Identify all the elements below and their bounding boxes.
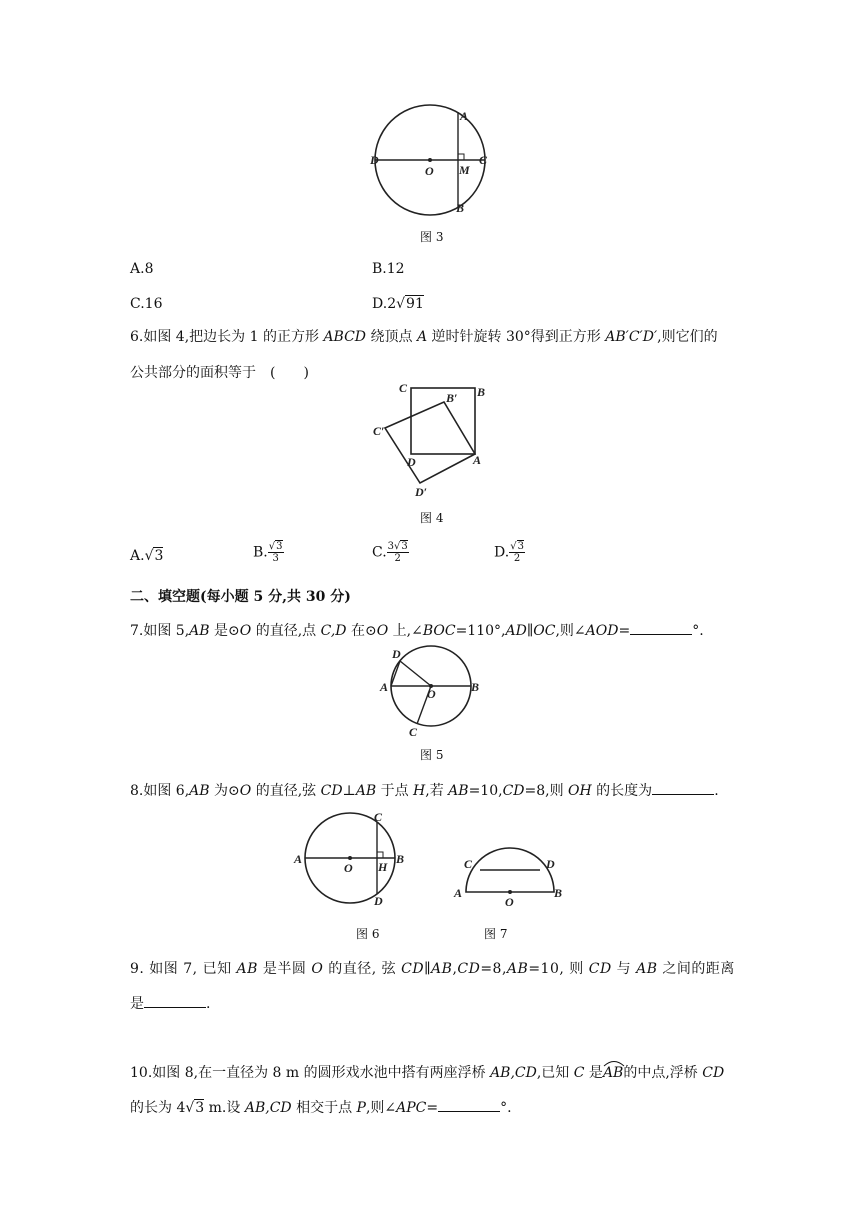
figure-4-rotated-squares <box>365 378 495 502</box>
option-radicand: 91 <box>406 296 424 312</box>
label-c: C <box>374 810 383 824</box>
section-title: 二、填空题(每小题 5 分,共 30 分) <box>130 589 351 605</box>
label-d: D <box>374 894 383 908</box>
q9-stem-line1: 9. 如图 7, 已知 AB 是半圆 O 的直径, 弦 CD∥AB,CD=8,AB=10, 则 CD 与 AB 之间的距离 <box>130 961 735 977</box>
label-c: C <box>464 857 473 871</box>
center-dot <box>508 890 512 894</box>
sqrt-sign: √ <box>185 1100 195 1116</box>
radius-od <box>400 661 431 686</box>
q6-stem-line2: 公共部分的面积等于 ( ) <box>130 365 309 381</box>
option-letter: D. <box>494 544 510 561</box>
label-a: A <box>294 852 303 866</box>
option-letter: A. <box>130 548 145 564</box>
q6-option-a[interactable] <box>130 548 163 564</box>
option-fraction: $\frac{√3}{2}$ <box>510 541 524 564</box>
label-a: A <box>454 886 463 900</box>
label-h: H <box>378 860 388 874</box>
label-a: A <box>460 109 469 123</box>
option-letter: C. <box>130 296 145 312</box>
option-radicand: 3 <box>154 548 164 564</box>
center-dot <box>348 856 352 860</box>
arc-ab: AB <box>603 1065 623 1081</box>
center-dot <box>428 158 432 162</box>
figure-6-caption: 图 6 <box>356 927 380 941</box>
label-d: D <box>546 857 555 871</box>
option-letter: B. <box>372 261 387 277</box>
label-b: B <box>554 886 563 900</box>
label-b: B <box>456 201 465 215</box>
answer-blank[interactable] <box>652 782 714 795</box>
figure-4-caption: 图 4 <box>420 511 444 525</box>
q6-stem-line1: 6.如图 4,把边长为 1 的正方形 ABCD 绕顶点 A 逆时针旋转 30°得到正方形 AB′C′D′,则它们的 <box>130 329 718 345</box>
label-a: A <box>380 680 389 694</box>
label-o: O <box>505 895 514 908</box>
figure-6-circle <box>292 808 410 908</box>
label-b: B <box>471 680 480 694</box>
square-ab-c-d-prime <box>385 402 475 483</box>
option-coef: 2 <box>387 296 397 312</box>
label-m: M <box>459 163 470 177</box>
right-angle-mark <box>377 852 383 858</box>
figure-3-circle-chord <box>360 100 500 218</box>
option-letter: C. <box>372 544 387 561</box>
answer-blank[interactable] <box>144 995 206 1008</box>
q9-stem-line2: 是 . <box>130 996 211 1012</box>
option-letter: D. <box>372 296 388 312</box>
option-value: 8 <box>144 261 154 277</box>
label-b-prime: B′ <box>446 391 458 405</box>
q10-stem-line2: 的长为 4√3 m.设 AB,CD 相交于点 P,则∠APC= °. <box>130 1100 512 1116</box>
sqrt-sign: √ <box>144 548 154 564</box>
label-o: O <box>427 687 436 701</box>
answer-blank[interactable] <box>438 1099 500 1112</box>
figure-3-caption: 图 3 <box>420 230 444 244</box>
q6-option-d[interactable] <box>494 541 525 564</box>
q6-option-c[interactable] <box>372 541 409 564</box>
label-b: B <box>396 852 405 866</box>
label-c-prime: C′ <box>373 424 385 438</box>
label-d: D <box>392 647 401 661</box>
figure-7-semicircle <box>452 840 572 908</box>
label-c: C <box>399 381 408 395</box>
q6-option-b[interactable] <box>253 541 284 564</box>
answer-blank[interactable] <box>630 622 692 635</box>
q5-option-c[interactable] <box>130 296 163 312</box>
label-c: C <box>409 725 418 739</box>
label-d: D <box>407 455 416 469</box>
q5-option-a[interactable] <box>130 261 153 277</box>
option-value: 16 <box>144 296 163 312</box>
right-angle-mark <box>458 154 464 160</box>
option-value: 12 <box>386 261 405 277</box>
label-d-prime: D′ <box>415 485 428 499</box>
sqrt-sign: √ <box>396 296 406 312</box>
q5-option-b[interactable] <box>372 261 405 277</box>
label-o: O <box>344 861 353 875</box>
q7-stem: 7.如图 5,AB 是⊙O 的直径,点 C,D 在⊙O 上,∠BOC=110°,AD∥OC,则∠AOD= °. <box>130 623 704 639</box>
option-fraction: $\frac{3√3}{2}$ <box>387 541 408 564</box>
q10-stem-line1: 10.如图 8,在一直径为 8 m 的圆形戏水池中搭有两座浮桥 AB,CD,已知 C 是 AB的中点,浮桥 CD <box>130 1062 724 1082</box>
option-letter: B. <box>253 544 268 561</box>
label-a: A <box>473 453 482 467</box>
option-fraction: $\frac{√3}{3}$ <box>268 541 283 564</box>
option-letter: A. <box>130 261 145 277</box>
q8-stem: 8.如图 6,AB 为⊙O 的直径,弦 CD⊥AB 于点 H,若 AB=10,CD=8,则 OH 的长度为 . <box>130 783 719 799</box>
figure-5-circle <box>372 644 492 740</box>
label-c: C <box>479 153 488 167</box>
label-o: O <box>425 164 434 178</box>
label-d: D <box>370 153 379 167</box>
figure-7-caption: 图 7 <box>484 927 508 941</box>
square-abcd <box>411 388 475 454</box>
arc-mark-icon <box>603 1059 625 1067</box>
q5-option-d[interactable] <box>372 296 424 312</box>
figure-5-caption: 图 5 <box>420 748 444 762</box>
label-b: B <box>477 385 486 399</box>
